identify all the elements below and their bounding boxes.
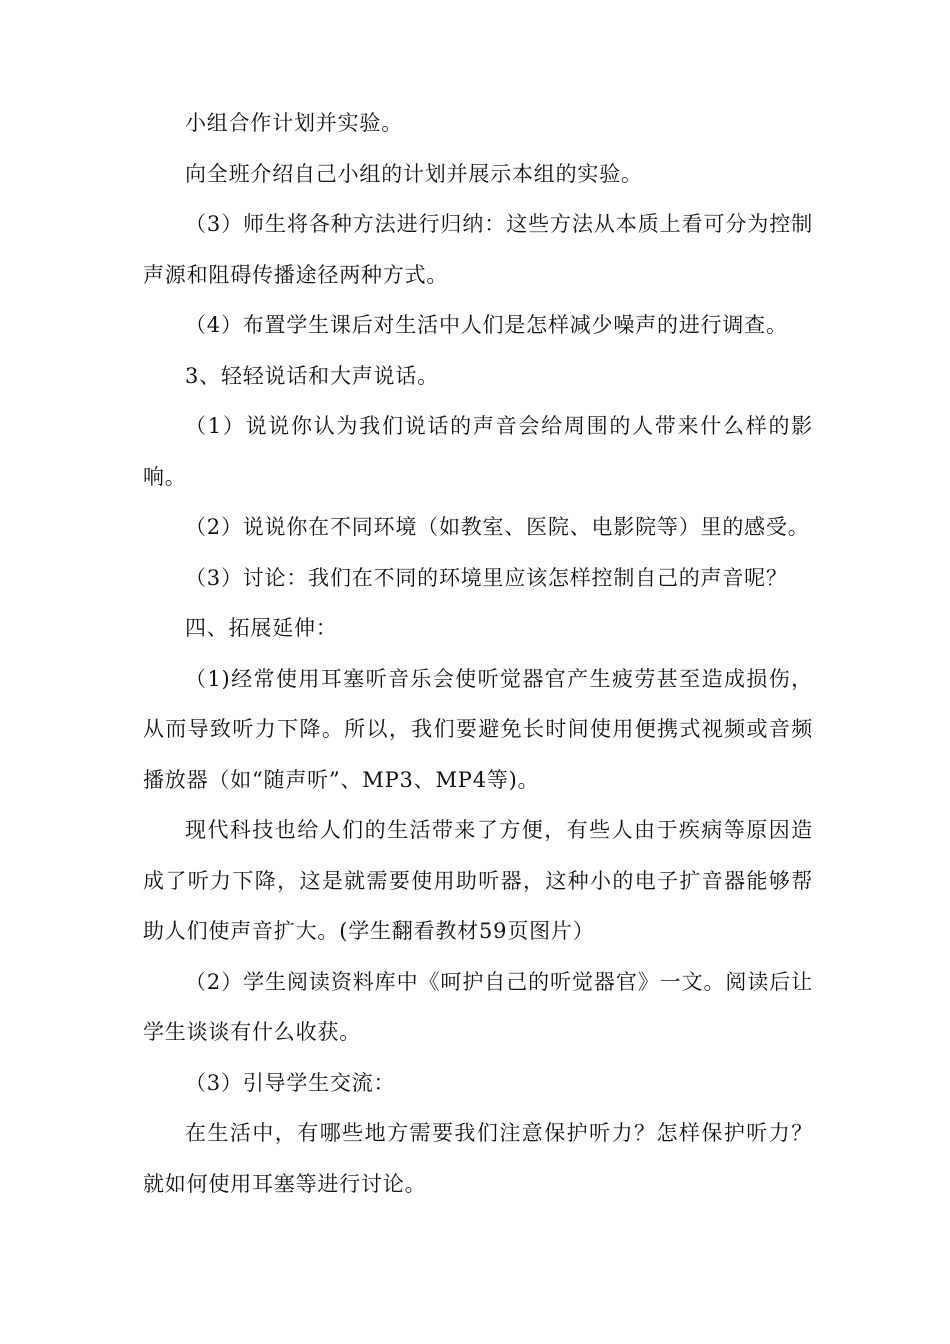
paragraph: （1)经常使用耳塞听音乐会使听觉器官产生疲劳甚至造成损伤，从而导致听力下降。所以，我们要避免长时间使用便携式视频或音频播放器（如“随声听”、MP3、MP4等)。 [143,666,813,792]
paragraph: 现代科技也给人们的生活带来了方便，有些人由于疾病等原因造成了听力下降，这是就需要使用助听器，这种小的电子扩音器能够帮助人们使声音扩大。(学生翻看教材59页图片） [143,818,813,943]
paragraph: （2）说说你在不同环境（如教室、医院、电影院等）里的感受。 [185,515,810,539]
paragraph: （4）布置学生课后对生活中人们是怎样减少噪声的进行调查。 [185,313,788,337]
document-body [143,98,813,1209]
paragraph: 3、轻轻说话和大声说话。 [185,363,439,388]
paragraph: （3）引导学生交流： [185,1070,396,1095]
paragraph: （3）讨论：我们在不同的环境里应该怎样控制自己的声音呢？ [185,565,788,590]
paragraph: 向全班介绍自己小组的计划并展示本组的实验。 [185,161,643,186]
paragraph: （1）说说你认为我们说话的声音会给周围的人带来什么样的影响。 [143,414,813,489]
paragraph: 在生活中，有哪些地方需要我们注意保护听力？怎样保护听力？就如何使用耳塞等进行讨论。 [143,1121,813,1196]
paragraph: 小组合作计划并实验。 [185,111,403,135]
paragraph: （2）学生阅读资料库中《呵护自己的听觉器官》一文。阅读后让学生谈谈有什么收获。 [143,969,813,1044]
section-heading: 四、拓展延伸： [185,616,338,640]
paragraph: （3）师生将各种方法进行归纳：这些方法从本质上看可分为控制声源和阻碍传播途径两种方式。 [143,212,813,287]
